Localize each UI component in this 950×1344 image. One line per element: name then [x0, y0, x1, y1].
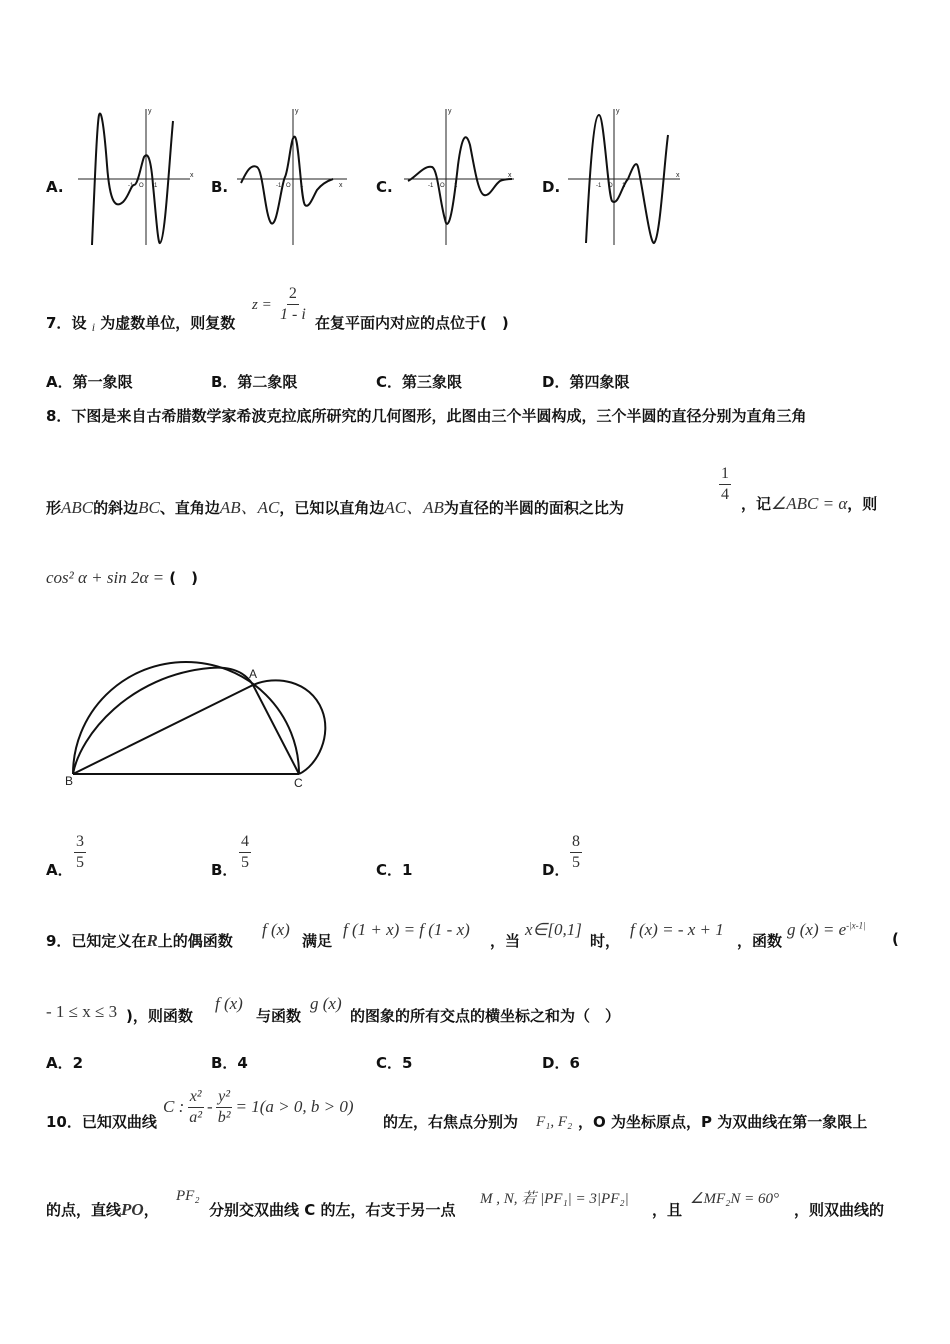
- q7-option-c: C．第三象限: [376, 373, 463, 391]
- q10-pf2: PF₂: [176, 1188, 200, 1204]
- graph-c: [402, 105, 522, 250]
- q9-option-c: C．5: [376, 1054, 413, 1072]
- graph-b: [235, 105, 355, 250]
- q9-when: ，当: [490, 932, 521, 950]
- q7-text-tail: 在复平面内对应的点位于( ): [315, 314, 509, 332]
- point-b-label: B: [65, 774, 74, 788]
- option-a-label: A.: [46, 178, 64, 196]
- tick-1: 1: [454, 183, 458, 189]
- side-ac: [253, 685, 299, 774]
- q9-fx: f (x): [262, 920, 290, 939]
- curve-c: [408, 137, 512, 224]
- option-c-label: C.: [376, 178, 393, 196]
- q7-option-a: A．第一象限: [46, 373, 133, 391]
- q7-fraction: $\frac{2}{1 - i}$: [280, 285, 306, 323]
- question-10-line-1-a: 10．已知双曲线: [46, 1113, 157, 1131]
- semicircle-ab: [73, 668, 253, 774]
- q9-open-paren: (: [892, 930, 899, 948]
- axis-y-label: y: [295, 108, 299, 115]
- tick-1: 1: [154, 183, 158, 189]
- q8-option-d-label: D．: [542, 861, 570, 879]
- q8-line-2-tail: ，记∠ABC = α，则: [741, 494, 878, 513]
- q9-line-2-c: 的图象的所有交点的横坐标之和为（ ）: [350, 1007, 621, 1025]
- curve-b: [241, 137, 333, 224]
- question-7: 7．设 $_i$ 为虚数单位，则复数: [46, 314, 236, 334]
- question-10-line-2-a: 的点，直线PO，: [46, 1200, 159, 1219]
- origin-label: O: [286, 183, 291, 189]
- option-b-label: B.: [211, 178, 229, 196]
- q9-option-d: D．6: [542, 1054, 580, 1072]
- q9-option-b: B．4: [211, 1054, 248, 1072]
- q9-fx-2: f (x): [215, 994, 243, 1013]
- graph-a: [76, 105, 196, 250]
- axis-x-label: x: [339, 182, 343, 189]
- tick-neg1: -1: [428, 183, 434, 189]
- axis-y-label: y: [148, 108, 152, 115]
- point-a-label: A: [249, 667, 258, 681]
- q10-mn-condition: M , N, 若 |PF₁| = 3|PF₂|: [480, 1191, 629, 1207]
- q10-hyperbola-equation: C : $\frac{\text{x²}}{\text{a²}}$ - $\frac{\text{y²}}{\text{b²}}$ = 1(a > 0, b > 0): [163, 1088, 354, 1126]
- tick-neg1: -1: [276, 183, 282, 189]
- axis-y-label: y: [448, 108, 452, 115]
- tick-1: 1: [622, 183, 626, 189]
- q8-option-d-fraction: $\frac{8}{5}$: [572, 833, 580, 871]
- axis-x-label: x: [190, 172, 194, 179]
- q8-option-a-fraction: $\frac{3}{5}$: [76, 833, 84, 871]
- q10-line-1-c: ，O 为坐标原点，P 为双曲线在第一象限上: [578, 1113, 868, 1131]
- origin-label: O: [139, 183, 144, 189]
- question-8-line-2: 形ABC的斜边BC、直角边AB、AC，已知以直角边AC、AB为直径的半圆的面积之比为: [46, 498, 624, 517]
- q7-option-d: D．第四象限: [542, 373, 630, 391]
- q8-geometry-figure: [60, 625, 340, 795]
- origin-label: O: [440, 183, 445, 189]
- q8-option-a-label: A．: [46, 861, 73, 879]
- option-d-label: D.: [542, 178, 561, 196]
- axis-x-label: x: [508, 172, 512, 179]
- origin-label: O: [608, 183, 613, 189]
- q9-option-a: A．2: [46, 1054, 84, 1072]
- q9-satisfies: 满足: [302, 932, 333, 950]
- q9-eq2: f (x) = - x + 1: [630, 920, 724, 939]
- q9-line-2-a: )，则函数: [126, 1007, 193, 1025]
- q8-option-b-fraction: $\frac{4}{5}$: [241, 833, 249, 871]
- side-ab: [73, 685, 253, 774]
- q8-ratio-fraction: $\frac{1}{4}$: [721, 465, 729, 503]
- q9-eq1: f (1 + x) = f (1 - x): [343, 920, 470, 939]
- q10-line-2-d: ，且: [652, 1201, 683, 1219]
- point-c-label: C: [294, 776, 303, 790]
- q8-expression: cos² α + sin 2α = ( ): [46, 568, 198, 587]
- question-8-line-1: 8．下图是来自古希腊数学家希波克拉底所研究的几何图形，此图由三个半圆构成，三个半圆的直径分别为直角三角: [46, 407, 807, 425]
- q9-cond: x∈[0,1]: [525, 920, 582, 939]
- q10-line-1-b: 的左，右焦点分别为: [383, 1113, 519, 1131]
- tick-neg1: -1: [596, 183, 602, 189]
- q7-option-b: B．第二象限: [211, 373, 298, 391]
- q10-line-2-e: ，则双曲线的: [794, 1201, 885, 1219]
- graph-d: [566, 105, 686, 250]
- tick-1: 1: [300, 183, 304, 189]
- q8-option-b-label: B．: [211, 861, 238, 879]
- q7-z-eq: z =: [252, 297, 272, 313]
- q9-gx: g $(x) = e^{-|x-1|}$: [787, 920, 866, 939]
- question-9-line-1-a: 9．已知定义在R上的偶函数: [46, 931, 233, 950]
- q9-range: - 1 ≤ x ≤ 3: [46, 1002, 118, 1021]
- axis-x-label: x: [676, 172, 680, 179]
- q9-function: ，函数: [737, 932, 783, 950]
- q10-line-2-c: 分别交双曲线 C 的左，右支于另一点: [209, 1201, 456, 1219]
- q10-foci: F₁, F₂: [536, 1114, 573, 1130]
- q8-option-c: C．1: [376, 861, 413, 879]
- tick-neg1: -1: [128, 183, 134, 189]
- q9-gx-2: g (x): [310, 994, 342, 1013]
- q9-shi: 时，: [590, 932, 621, 950]
- q10-angle: ∠MF₂N = 60°: [690, 1191, 779, 1207]
- axis-y-label: y: [616, 108, 620, 115]
- q9-line-2-b: 与函数: [256, 1007, 302, 1025]
